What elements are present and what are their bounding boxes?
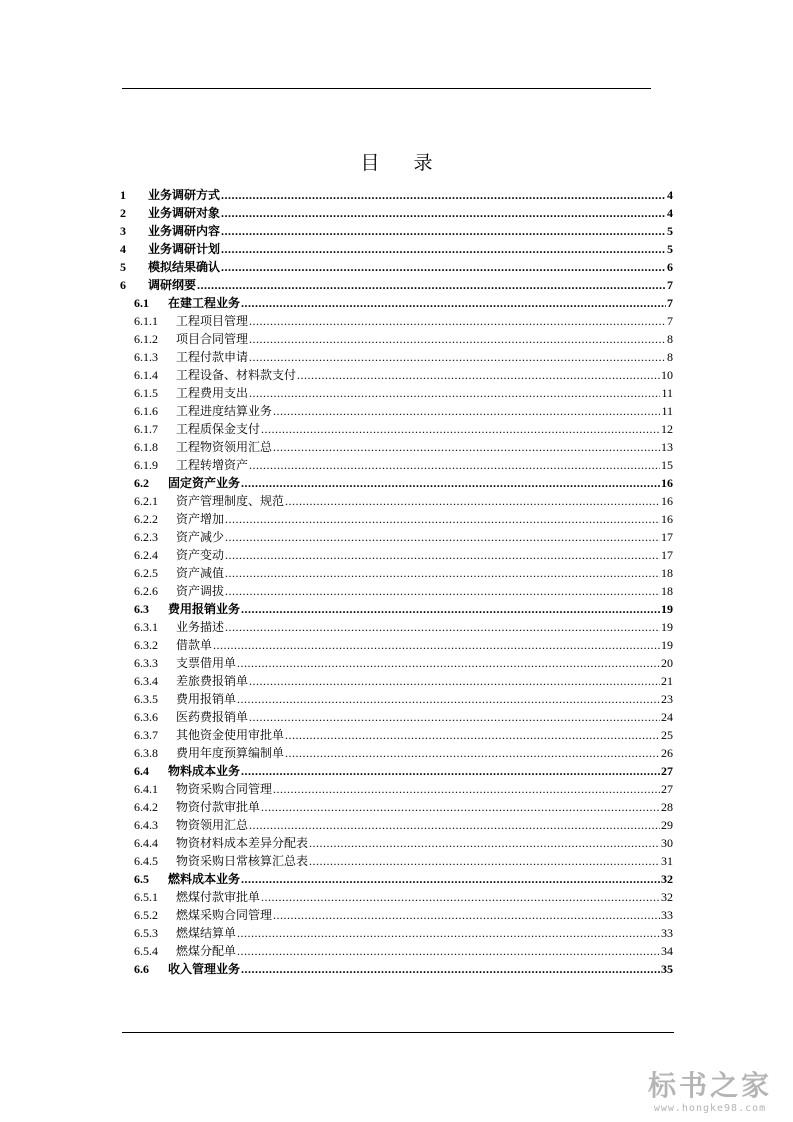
toc-entry-title: 费用报销单 bbox=[176, 692, 237, 706]
toc-entry-number: 2 bbox=[120, 206, 126, 220]
toc-entry[interactable] bbox=[120, 420, 673, 438]
toc-leader-dots bbox=[221, 240, 666, 258]
toc-entry-page: 7 bbox=[667, 296, 673, 310]
toc-entry-title: 物资采购合同管理 bbox=[176, 782, 273, 796]
toc-entry[interactable] bbox=[120, 780, 673, 798]
toc-entry-title: 工程物资领用汇总 bbox=[176, 440, 273, 454]
toc-leader-dots bbox=[225, 618, 660, 636]
toc-leader-dots bbox=[241, 960, 660, 978]
toc-entry-page: 6 bbox=[667, 260, 673, 274]
toc-entry-number: 3 bbox=[120, 224, 126, 238]
toc-entry-number: 6.4 bbox=[134, 764, 149, 778]
toc-entry-page: 28 bbox=[661, 800, 673, 814]
toc-entry-page: 32 bbox=[661, 872, 673, 886]
toc-entry-title: 资产增加 bbox=[176, 512, 225, 526]
toc-entry-number: 6.2.2 bbox=[134, 512, 158, 526]
toc-entry-title: 收入管理业务 bbox=[168, 962, 241, 976]
toc-entry-page: 15 bbox=[661, 458, 673, 472]
toc-entry[interactable] bbox=[120, 924, 673, 942]
toc-entry-title: 模拟结果确认 bbox=[148, 260, 221, 274]
toc-leader-dots bbox=[221, 258, 666, 276]
toc-entry-number: 6.4.1 bbox=[134, 782, 158, 796]
toc-entry-title: 业务调研方式 bbox=[148, 188, 221, 202]
footer-rule bbox=[122, 1032, 674, 1033]
toc-leader-dots bbox=[237, 942, 660, 960]
toc-title: 目 录 bbox=[360, 152, 447, 174]
toc-entry-page: 33 bbox=[661, 926, 673, 940]
toc-entry-number: 6.1.9 bbox=[134, 458, 158, 472]
toc-entry[interactable] bbox=[120, 870, 673, 888]
toc-entry-title: 项目合同管理 bbox=[176, 332, 249, 346]
toc-leader-dots bbox=[225, 510, 660, 528]
toc-entry-title: 工程项目管理 bbox=[176, 314, 249, 328]
toc-leader-dots bbox=[273, 906, 660, 924]
toc-entry-page: 30 bbox=[661, 836, 673, 850]
toc-entry-number: 6.3.3 bbox=[134, 656, 158, 670]
toc-entry-title: 费用年度预算编制单 bbox=[176, 746, 285, 760]
toc-entry-page: 7 bbox=[667, 314, 673, 328]
toc-entry-title: 工程转增资产 bbox=[176, 458, 249, 472]
toc-entry[interactable] bbox=[120, 906, 673, 924]
toc-entry-number: 6.2 bbox=[134, 476, 149, 490]
toc-entry-page: 27 bbox=[661, 764, 673, 778]
toc-entry[interactable] bbox=[120, 690, 673, 708]
toc-entry-number: 6.4.2 bbox=[134, 800, 158, 814]
toc-entry-page: 18 bbox=[661, 584, 673, 598]
toc-entry-number: 4 bbox=[120, 242, 126, 256]
toc-entry[interactable] bbox=[120, 348, 673, 366]
toc-entry[interactable] bbox=[120, 312, 673, 330]
toc-entry[interactable] bbox=[120, 204, 673, 222]
toc-entry[interactable] bbox=[120, 222, 673, 240]
toc-entry-page: 16 bbox=[661, 512, 673, 526]
toc-entry-number: 6.1.8 bbox=[134, 440, 158, 454]
toc-entry-title: 燃煤付款审批单 bbox=[176, 890, 261, 904]
toc-leader-dots bbox=[249, 330, 666, 348]
toc-leader-dots bbox=[273, 780, 660, 798]
toc-entry-number: 6.1.3 bbox=[134, 350, 158, 364]
toc-entry-title: 在建工程业务 bbox=[168, 296, 241, 310]
toc-entry[interactable] bbox=[120, 564, 673, 582]
toc-leader-dots bbox=[197, 276, 666, 294]
toc-entry-page: 31 bbox=[661, 854, 673, 868]
toc-entry-title: 工程付款申请 bbox=[176, 350, 249, 364]
toc-entry-title: 物料成本业务 bbox=[168, 764, 241, 778]
toc-entry-number: 6.5.1 bbox=[134, 890, 158, 904]
toc-entry-title: 其他资金使用审批单 bbox=[176, 728, 285, 742]
toc-entry[interactable] bbox=[120, 816, 673, 834]
toc-entry-title: 资产管理制度、规范 bbox=[176, 494, 285, 508]
toc-entry-title: 工程进度结算业务 bbox=[176, 404, 273, 418]
toc-leader-dots bbox=[273, 402, 660, 420]
toc-entry-number: 6.3.1 bbox=[134, 620, 158, 634]
toc-entry[interactable] bbox=[120, 528, 673, 546]
toc-entry-number: 6.3.7 bbox=[134, 728, 158, 742]
toc-entry[interactable] bbox=[120, 942, 673, 960]
toc-entry[interactable] bbox=[120, 456, 673, 474]
toc-entry-page: 25 bbox=[661, 728, 673, 742]
toc-entry[interactable] bbox=[120, 384, 673, 402]
toc-leader-dots bbox=[237, 690, 660, 708]
toc-entry-number: 6.3.8 bbox=[134, 746, 158, 760]
toc-entry-page: 20 bbox=[661, 656, 673, 670]
toc-entry-page: 8 bbox=[667, 332, 673, 346]
toc-entry[interactable] bbox=[120, 474, 673, 492]
toc-leader-dots bbox=[221, 186, 666, 204]
toc-entry[interactable] bbox=[120, 546, 673, 564]
toc-entry-number: 6.2.3 bbox=[134, 530, 158, 544]
toc-entry-title: 借款单 bbox=[176, 638, 213, 652]
toc-entry[interactable] bbox=[120, 276, 673, 294]
toc-entry-page: 23 bbox=[661, 692, 673, 706]
toc-entry-number: 6.1.4 bbox=[134, 368, 158, 382]
toc-leader-dots bbox=[237, 924, 660, 942]
toc-entry-title: 业务调研对象 bbox=[148, 206, 221, 220]
toc-leader-dots bbox=[261, 888, 660, 906]
toc-entry-title: 资产变动 bbox=[176, 548, 225, 562]
toc-entry-title: 燃煤结算单 bbox=[176, 926, 237, 940]
toc-entry-title: 资产调拔 bbox=[176, 584, 225, 598]
toc-entry-number: 5 bbox=[120, 260, 126, 274]
toc-entry[interactable] bbox=[120, 492, 673, 510]
toc-entry-page: 35 bbox=[661, 962, 673, 976]
toc-entry-title: 燃料成本业务 bbox=[168, 872, 241, 886]
toc-entry[interactable] bbox=[120, 708, 673, 726]
toc-entry-number: 6.3.6 bbox=[134, 710, 158, 724]
toc-entry-page: 19 bbox=[661, 638, 673, 652]
toc-entry[interactable] bbox=[120, 744, 673, 762]
toc-entry-title: 固定资产业务 bbox=[168, 476, 241, 490]
toc-entry-number: 1 bbox=[120, 188, 126, 202]
table-of-contents bbox=[120, 186, 673, 978]
toc-leader-dots bbox=[213, 636, 660, 654]
toc-entry-page: 12 bbox=[661, 422, 673, 436]
toc-entry[interactable] bbox=[120, 186, 673, 204]
toc-entry-page: 10 bbox=[661, 368, 673, 382]
toc-entry-number: 6.4.5 bbox=[134, 854, 158, 868]
toc-entry[interactable] bbox=[120, 258, 673, 276]
toc-entry-number: 6.3.2 bbox=[134, 638, 158, 652]
toc-entry-page: 18 bbox=[661, 566, 673, 580]
toc-entry[interactable] bbox=[120, 960, 673, 978]
toc-leader-dots bbox=[249, 708, 660, 726]
watermark bbox=[635, 1069, 785, 1114]
toc-entry-title: 业务描述 bbox=[176, 620, 225, 634]
toc-entry-number: 6.2.1 bbox=[134, 494, 158, 508]
toc-entry-number: 6.4.3 bbox=[134, 818, 158, 832]
toc-entry[interactable] bbox=[120, 438, 673, 456]
toc-entry-page: 33 bbox=[661, 908, 673, 922]
toc-entry-page: 27 bbox=[661, 782, 673, 796]
toc-leader-dots bbox=[309, 834, 660, 852]
toc-leader-dots bbox=[285, 492, 660, 510]
toc-leader-dots bbox=[249, 348, 666, 366]
toc-entry[interactable] bbox=[120, 888, 673, 906]
watermark-url: www.hongke98.com bbox=[653, 1103, 767, 1114]
toc-entry-title: 资产减值 bbox=[176, 566, 225, 580]
toc-entry-title: 燃煤分配单 bbox=[176, 944, 237, 958]
toc-entry-page: 17 bbox=[661, 530, 673, 544]
toc-entry-page: 17 bbox=[661, 548, 673, 562]
toc-entry[interactable] bbox=[120, 654, 673, 672]
toc-entry-number: 6.5.2 bbox=[134, 908, 158, 922]
toc-entry-title: 工程费用支出 bbox=[176, 386, 249, 400]
toc-leader-dots bbox=[249, 456, 660, 474]
toc-entry-page: 34 bbox=[661, 944, 673, 958]
toc-entry[interactable] bbox=[120, 402, 673, 420]
toc-entry-title: 医药费报销单 bbox=[176, 710, 249, 724]
toc-entry-title: 业务调研内容 bbox=[148, 224, 221, 238]
toc-leader-dots bbox=[249, 384, 660, 402]
toc-leader-dots bbox=[285, 726, 660, 744]
toc-entry-title: 物资领用汇总 bbox=[176, 818, 249, 832]
toc-entry-number: 6.3 bbox=[134, 602, 149, 616]
toc-entry-page: 5 bbox=[667, 224, 673, 238]
toc-entry-title: 差旅费报销单 bbox=[176, 674, 249, 688]
toc-entry[interactable] bbox=[120, 240, 673, 258]
toc-entry-page: 21 bbox=[661, 674, 673, 688]
toc-entry[interactable] bbox=[120, 294, 673, 312]
toc-entry-page: 16 bbox=[661, 494, 673, 508]
toc-leader-dots bbox=[249, 312, 666, 330]
toc-entry-page: 4 bbox=[667, 206, 673, 220]
toc-entry[interactable] bbox=[120, 636, 673, 654]
toc-leader-dots bbox=[261, 420, 660, 438]
toc-entry-number: 6.3.5 bbox=[134, 692, 158, 706]
watermark-logo: 标书之家 bbox=[647, 1069, 772, 1102]
toc-entry-number: 6.1.1 bbox=[134, 314, 158, 328]
toc-entry-page: 16 bbox=[661, 476, 673, 490]
toc-entry-number: 6.2.6 bbox=[134, 584, 158, 598]
toc-entry-page: 7 bbox=[667, 278, 673, 292]
toc-leader-dots bbox=[221, 222, 666, 240]
toc-leader-dots bbox=[249, 816, 660, 834]
toc-leader-dots bbox=[241, 762, 660, 780]
toc-entry[interactable] bbox=[120, 798, 673, 816]
toc-entry-title: 费用报销业务 bbox=[168, 602, 241, 616]
toc-entry-number: 6.2.5 bbox=[134, 566, 158, 580]
toc-entry-number: 6.5 bbox=[134, 872, 149, 886]
toc-leader-dots bbox=[237, 654, 660, 672]
toc-leader-dots bbox=[285, 744, 660, 762]
toc-entry-page: 19 bbox=[661, 602, 673, 616]
toc-entry[interactable] bbox=[120, 834, 673, 852]
toc-entry-title: 燃煤采购合同管理 bbox=[176, 908, 273, 922]
toc-entry-title: 资产减少 bbox=[176, 530, 225, 544]
toc-leader-dots bbox=[241, 600, 660, 618]
toc-leader-dots bbox=[225, 528, 660, 546]
toc-entry[interactable] bbox=[120, 510, 673, 528]
toc-entry-number: 6.4.4 bbox=[134, 836, 158, 850]
toc-leader-dots bbox=[273, 438, 660, 456]
toc-leader-dots bbox=[241, 294, 666, 312]
toc-entry-number: 6.1.6 bbox=[134, 404, 158, 418]
toc-entry-number: 6.5.3 bbox=[134, 926, 158, 940]
toc-leader-dots bbox=[309, 852, 660, 870]
toc-entry-page: 4 bbox=[667, 188, 673, 202]
toc-leader-dots bbox=[241, 870, 660, 888]
toc-entry-title: 调研纲要 bbox=[148, 278, 197, 292]
toc-entry-title: 物资付款审批单 bbox=[176, 800, 261, 814]
toc-entry[interactable] bbox=[120, 618, 673, 636]
toc-leader-dots bbox=[241, 474, 660, 492]
toc-entry-number: 6.1.5 bbox=[134, 386, 158, 400]
toc-entry[interactable] bbox=[120, 330, 673, 348]
toc-entry[interactable] bbox=[120, 762, 673, 780]
toc-entry-title: 物资材料成本差异分配表 bbox=[176, 836, 309, 850]
toc-leader-dots bbox=[221, 204, 666, 222]
toc-entry[interactable] bbox=[120, 726, 673, 744]
toc-entry-number: 6.3.4 bbox=[134, 674, 158, 688]
toc-entry-page: 5 bbox=[667, 242, 673, 256]
toc-entry-number: 6 bbox=[120, 278, 126, 292]
toc-entry-page: 24 bbox=[661, 710, 673, 724]
toc-entry[interactable] bbox=[120, 366, 673, 384]
toc-leader-dots bbox=[261, 798, 660, 816]
toc-entry[interactable] bbox=[120, 582, 673, 600]
toc-entry-title: 支票借用单 bbox=[176, 656, 237, 670]
toc-entry-page: 32 bbox=[661, 890, 673, 904]
toc-entry-number: 6.2.4 bbox=[134, 548, 158, 562]
header-rule bbox=[122, 88, 651, 89]
toc-leader-dots bbox=[297, 366, 660, 384]
toc-entry[interactable] bbox=[120, 672, 673, 690]
toc-leader-dots bbox=[225, 564, 660, 582]
toc-entry-number: 6.5.4 bbox=[134, 944, 158, 958]
toc-entry-title: 工程设备、材料款支付 bbox=[176, 368, 297, 382]
toc-leader-dots bbox=[249, 672, 660, 690]
toc-entry[interactable] bbox=[120, 852, 673, 870]
toc-entry-page: 11 bbox=[661, 386, 673, 400]
toc-entry-page: 29 bbox=[661, 818, 673, 832]
toc-entry-page: 26 bbox=[661, 746, 673, 760]
toc-entry-number: 6.6 bbox=[134, 962, 149, 976]
toc-entry-page: 8 bbox=[667, 350, 673, 364]
toc-entry-number: 6.1.2 bbox=[134, 332, 158, 346]
toc-entry-title: 物资采购日常核算汇总表 bbox=[176, 854, 309, 868]
toc-leader-dots bbox=[225, 546, 660, 564]
toc-entry-title: 工程质保金支付 bbox=[176, 422, 261, 436]
toc-entry-page: 13 bbox=[661, 440, 673, 454]
toc-entry-page: 11 bbox=[661, 404, 673, 418]
toc-entry-page: 19 bbox=[661, 620, 673, 634]
toc-leader-dots bbox=[225, 582, 660, 600]
toc-entry-title: 业务调研计划 bbox=[148, 242, 221, 256]
toc-entry[interactable] bbox=[120, 600, 673, 618]
toc-entry-number: 6.1 bbox=[134, 296, 149, 310]
toc-entry-number: 6.1.7 bbox=[134, 422, 158, 436]
